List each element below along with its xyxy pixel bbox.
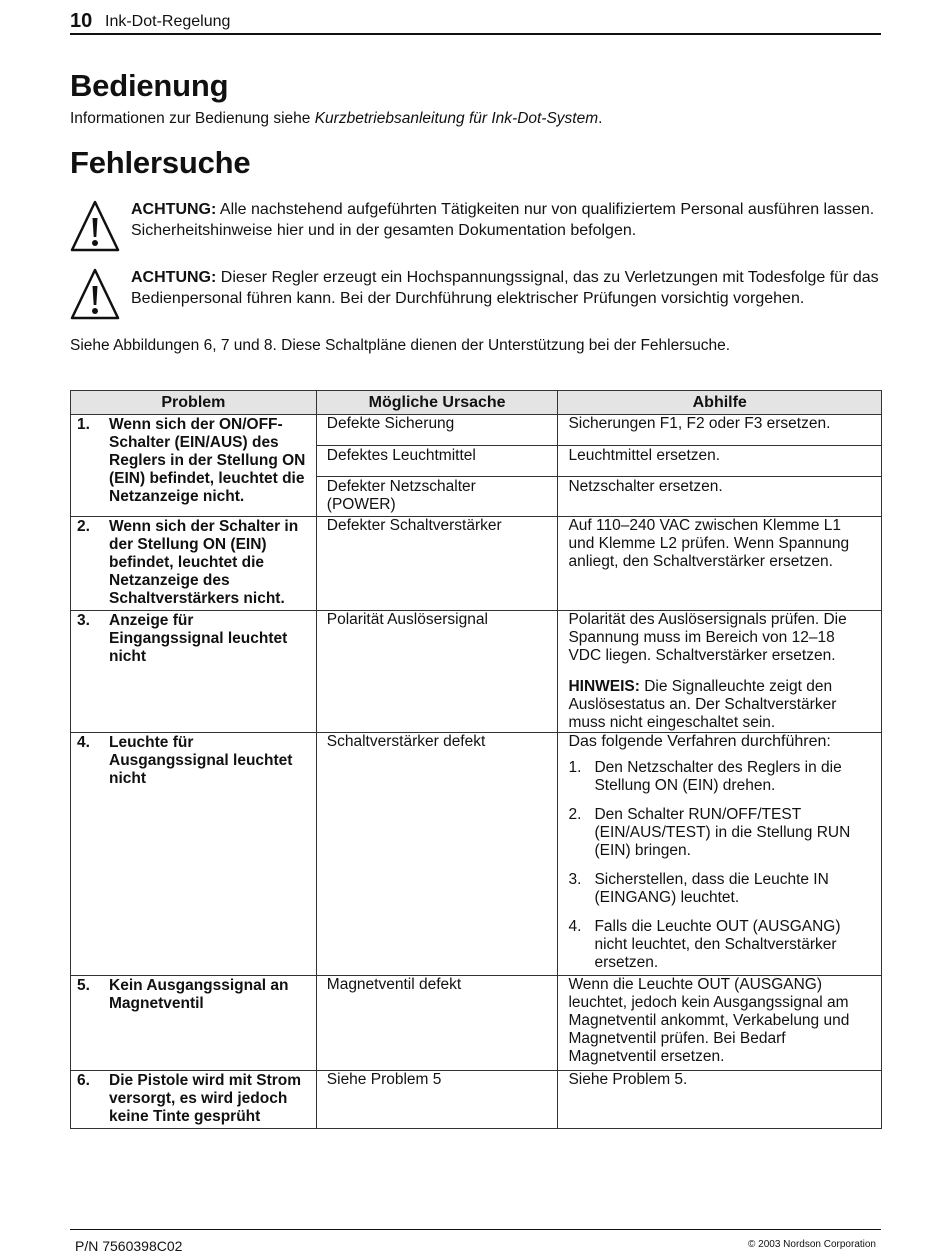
remedy-cell: Sicherungen F1, F2 oder F3 ersetzen. Leuchtmittel ersetzen. Netzschalter ersetzen.: [558, 415, 882, 517]
warning-text: ACHTUNG: Alle nachstehend aufgeführten Tätigkeiten nur von qualifiziertem Personal ausführen lassen. Sicherheitshinweise hier und in der gesamten Dokumentation befolgen.: [131, 201, 875, 239]
table-row: [71, 415, 882, 517]
section-heading-fehlersuche: Fehlersuche: [70, 145, 251, 180]
table-row: [71, 1071, 882, 1129]
list-item: 3. Sicherstellen, dass die Leuchte IN (EINGANG) leuchtet.: [568, 871, 829, 906]
list-item: 4. Falls die Leuchte OUT (AUSGANG) nicht leuchtet, den Schaltverstärker ersetzen.: [568, 918, 841, 971]
problem-cell: 2. Wenn sich der Schalter in der Stellung ON (EIN) befindet, leuchtet die Netzanzeige des Schaltverstärkers nicht.: [71, 517, 317, 611]
table-row: [71, 611, 882, 733]
table-row: [71, 517, 882, 611]
table-header-row: [71, 391, 882, 415]
section-heading-bedienung: Bedienung: [70, 68, 229, 103]
manual-reference: Kurzbetriebsanleitung für Ink-Dot-System: [314, 110, 599, 127]
warning-triangle-icon: [70, 199, 120, 253]
problem-cell: 6. Die Pistole wird mit Strom versorgt, es wird jedoch keine Tinte gesprüht: [71, 1071, 317, 1129]
copyright: © 2003 Nordson Corporation: [748, 1239, 876, 1250]
cause-cell: Defekte Sicherung Defektes Leuchtmittel Defekter Netzschalter (POWER): [316, 415, 558, 517]
page-number: 10: [70, 10, 93, 32]
warning-text: ACHTUNG: Dieser Regler erzeugt ein Hochspannungssignal, das zu Verletzungen mit Todesfolge für das Bedienpersonal führen kann. Bei der Durchführung elektrischer Prüfungen vorsichtig vorgehen.: [131, 269, 879, 307]
procedure-steps: [568, 759, 871, 972]
cause-cell: Schaltverstärker defekt: [316, 733, 558, 976]
column-header-cause: Mögliche Ursache: [316, 391, 558, 415]
problem-cell: 1. Wenn sich der ON/OFF-Schalter (EIN/AUS) des Reglers in der Stellung ON (EIN) befindet, leuchtet die Netzanzeige nicht.: [71, 415, 317, 517]
warning-triangle-icon: [70, 267, 120, 321]
page-header: [70, 10, 881, 35]
troubleshooting-table: [70, 390, 882, 1129]
table-row: [71, 976, 882, 1071]
column-header-problem: Problem: [71, 391, 317, 415]
cause-cell: Defekter Schaltverstärker: [316, 517, 558, 611]
cause-cell: Magnetventil defekt: [316, 976, 558, 1071]
table-row: [71, 733, 882, 976]
column-header-remedy: Abhilfe: [558, 391, 882, 415]
page-footer: [70, 1229, 881, 1254]
remedy-cell: Wenn die Leuchte OUT (AUSGANG) leuchtet, jedoch kein Ausgangssignal am Magnetventil ankommt, Verkabelung und Magnetventil prüfen. Bei Bedarf Magnetventil ersetzen.: [558, 976, 882, 1071]
cause-cell: Siehe Problem 5: [316, 1071, 558, 1129]
remedy-cell: Das folgende Verfahren durchführen: 1. Den Netzschalter des Reglers in die Stellung ON (EIN) drehen. 2. Den Schalter RUN/OFF/TEST (EIN/AUS/TEST) in die Stellung RUN (EIN) bringen. 3. Sicherstellen, dass die Leuchte IN (EINGANG) leuchtet. 4. Falls die Leuchte OUT (AUSGANG) nicht leuchtet, den Schaltverstärker ersetzen.: [558, 733, 882, 976]
list-item: 2. Den Schalter RUN/OFF/TEST (EIN/AUS/TEST) in die Stellung RUN (EIN) bringen.: [568, 806, 851, 859]
part-number: P/N 7560398C02: [75, 1238, 183, 1254]
remedy-cell: Siehe Problem 5.: [558, 1071, 882, 1129]
header-title: Ink-Dot-Regelung: [105, 13, 231, 30]
note-text: HINWEIS: Die Signalleuchte zeigt den Auslösestatus an. Der Schaltverstärker muss nicht eingeschaltet sein.: [568, 678, 837, 731]
remedy-cell: Polarität des Auslösersignals prüfen. Die Spannung muss im Bereich von 12–18 VDC liegen. Schaltverstärker ersetzen. HINWEIS: Die Signalleuchte zeigt den Auslösestatus an. Der Schaltverstärker muss nicht eingeschaltet sein.: [558, 611, 882, 733]
problem-cell: 5. Kein Ausgangssignal an Magnetventil: [71, 976, 317, 1071]
problem-cell: 4. Leuchte für Ausgangssignal leuchtet nicht: [71, 733, 317, 976]
problem-cell: 3. Anzeige für Eingangssignal leuchtet nicht: [71, 611, 317, 733]
list-item: 1. Den Netzschalter des Reglers in die Stellung ON (EIN) drehen.: [568, 759, 842, 794]
cause-cell: Polarität Auslösersignal: [316, 611, 558, 733]
see-also-text: Siehe Abbildungen 6, 7 und 8. Diese Schaltpläne dienen der Unterstützung bei der Fehlersuche.: [70, 337, 731, 354]
bedienung-text: Informationen zur Bedienung siehe Kurzbetriebsanleitung für Ink-Dot-System.: [70, 110, 603, 127]
remedy-cell: Auf 110–240 VAC zwischen Klemme L1 und Klemme L2 prüfen. Wenn Spannung anliegt, den Schaltverstärker ersetzen.: [558, 517, 882, 611]
